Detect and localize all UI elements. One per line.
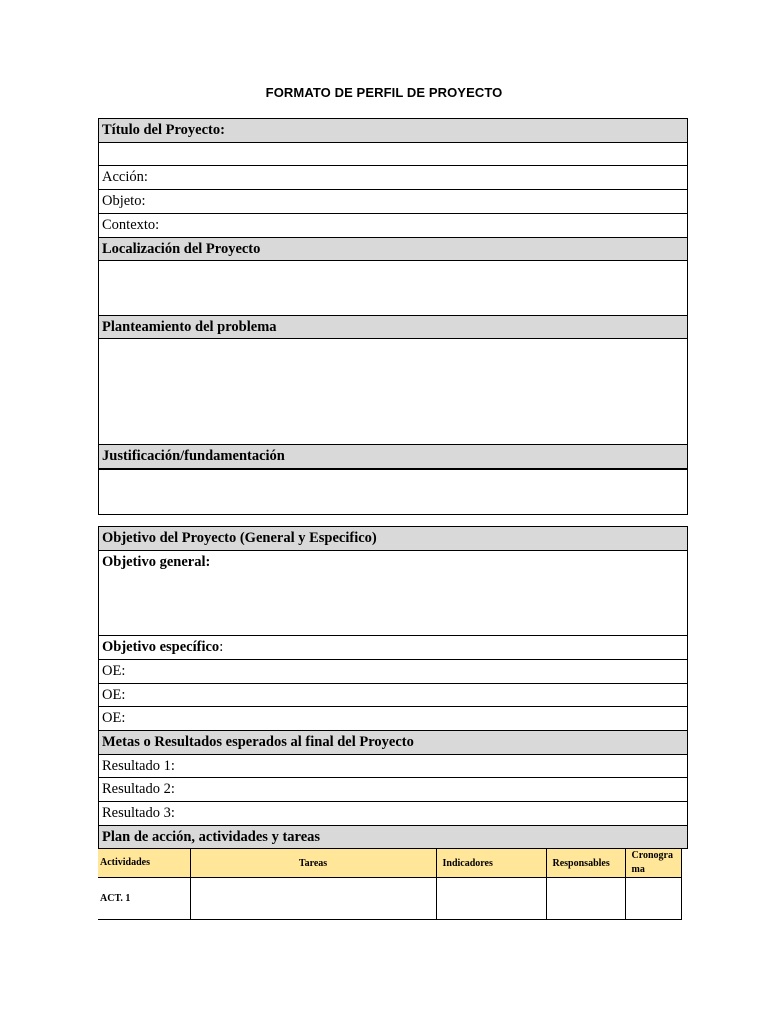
header-responsables: Responsables [546, 849, 625, 878]
accion-row[interactable] [98, 165, 688, 190]
objetivo-general-field[interactable] [98, 550, 688, 636]
resultado-row-3[interactable] [98, 801, 688, 826]
justificacion-header [98, 444, 688, 470]
contexto-row[interactable] [98, 213, 688, 238]
cell-actividad: ACT. 1 [98, 878, 190, 920]
justificacion-field[interactable] [98, 469, 688, 515]
resultado-row-2[interactable] [98, 777, 688, 802]
oe-row-1[interactable] [98, 659, 688, 684]
header-tareas: Tareas [190, 849, 436, 878]
objeto-label: Objeto: [102, 193, 146, 209]
oe-row-3[interactable] [98, 706, 688, 731]
objetivo-especifico-colon: : [219, 639, 224, 655]
oe-label: OE: [102, 663, 126, 679]
localizacion-label: Localización del Proyecto [102, 241, 261, 257]
oe-label: OE: [102, 687, 126, 703]
header-actividades: Actividades [98, 849, 190, 878]
accion-label: Acción: [102, 169, 148, 185]
header-indicadores: Indicadores [436, 849, 546, 878]
resultado-label: Resultado 1: [102, 758, 175, 774]
localizacion-field[interactable] [98, 260, 688, 316]
header-cronograma [625, 849, 681, 878]
objetivo-general-label: Objetivo general: [102, 554, 211, 570]
planteamiento-field[interactable] [98, 338, 688, 445]
cell-cronograma[interactable] [625, 878, 681, 920]
cell-responsables[interactable] [546, 878, 625, 920]
objetivo-especifico-label: Objetivo específico [102, 639, 220, 655]
oe-label: OE: [102, 710, 126, 726]
plan-label: Plan de acción, actividades y tareas [102, 829, 321, 845]
titulo-proyecto-field[interactable] [98, 142, 688, 166]
metas-header [98, 730, 688, 755]
justificacion-label: Justificación/fundamentación [102, 448, 285, 464]
planteamiento-header [98, 315, 688, 339]
objetivo-header-label: Objetivo del Proyecto (General y Especifico) [102, 530, 377, 546]
plan-table-header-row [98, 849, 681, 878]
metas-label: Metas o Resultados esperados al final del Proyecto [102, 734, 414, 750]
objeto-row[interactable] [98, 189, 688, 214]
objetivo-especifico-row [98, 635, 688, 660]
document-title: FORMATO DE PERFIL DE PROYECTO [265, 85, 503, 100]
resultado-row-1[interactable] [98, 754, 688, 778]
header-cronograma-line1: Cronogra [631, 850, 673, 861]
header-cronograma-line2: ma [631, 864, 645, 875]
resultado-label: Resultado 2: [102, 781, 175, 797]
planteamiento-label: Planteamiento del problema [102, 319, 277, 335]
localizacion-header [98, 237, 688, 261]
objetivo-header [98, 526, 688, 551]
titulo-proyecto-label: Título del Proyecto: [102, 122, 225, 138]
resultado-label: Resultado 3: [102, 805, 175, 821]
oe-row-2[interactable] [98, 683, 688, 707]
table-row [98, 878, 681, 920]
plan-table [98, 848, 682, 920]
contexto-label: Contexto: [102, 217, 160, 233]
plan-header [98, 825, 688, 849]
cell-tareas[interactable] [190, 878, 436, 920]
titulo-proyecto-header [98, 118, 688, 143]
cell-indicadores[interactable] [436, 878, 546, 920]
